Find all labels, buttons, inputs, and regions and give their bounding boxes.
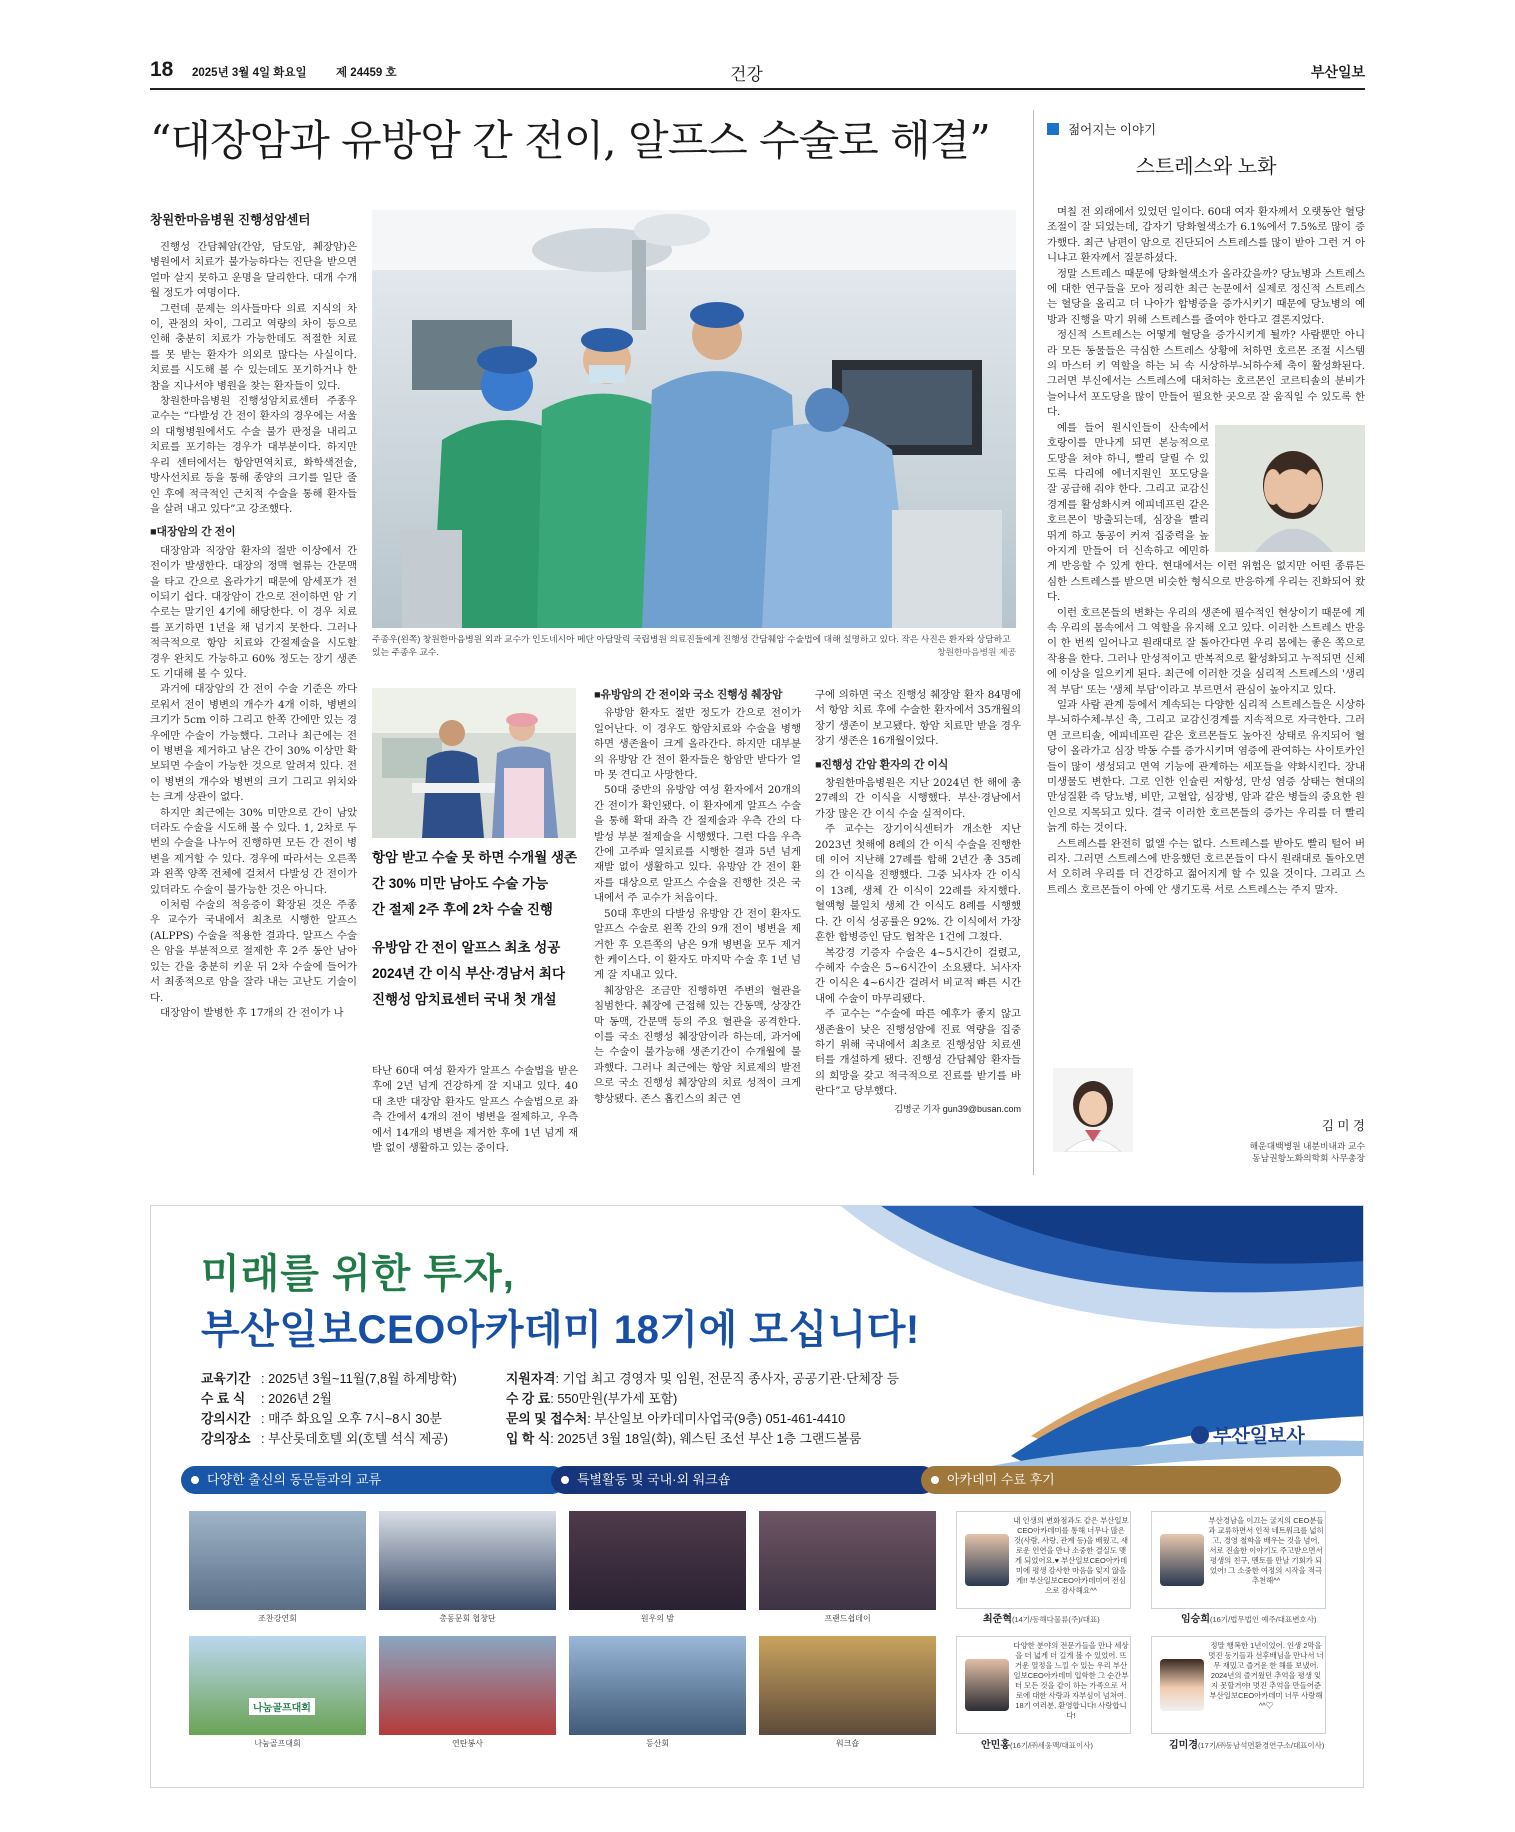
- info-value: : 550만원(부가세 포함): [550, 1391, 678, 1406]
- paper-name: 부산일보: [1310, 64, 1365, 80]
- article-paragraph: 진행성 간담췌암(간암, 담도암, 췌장암)은 병원에서 치료가 불가능하다는 진단을 받으면 얼마 살지 못하고 운명을 달리한다. 대개 수개월 정도가 여명이다.: [150, 241, 357, 300]
- article-paragraph: 과거에 대장암의 간 전이 수술 기준은 까다로워서 전이 병변의 개수가 4개 이하, 병변의 크기가 5cm 이하 그리고 한쪽 간에만 있는 경우에만 수술이 가능했다. 그러나 최근에는 전이 병변을 제거하고 남은 간이 30% 이상만 확보되면 수술이 가능한 것으로 알려져 있다. 전이 병변의 개수와 병변의 크기 그리고 위치와는 크게 상관이 없다.: [150, 683, 357, 804]
- ad-photo: [759, 1511, 936, 1610]
- series-square-icon: [1047, 123, 1059, 135]
- pullquote-line: 간 절제 2주 후에 2차 수술 진행: [372, 902, 553, 917]
- author-portrait: [1053, 1068, 1133, 1152]
- review-text: 부산경남을 이끄는 굴지의 CEO분들과 교류하면서 인적 네트워크를 넓히고, 경영 철학을 배우는 것을 넘어, 서로 진솔한 이야기도 주고받으면서 평생의 친구, 멘토를 만날 기회가 되었어! 그 소중한 여정의 시작을 적극 추천해^^: [1208, 1516, 1324, 1585]
- column-body: [1047, 205, 1365, 898]
- photo-caption: 조찬강연회: [258, 1614, 297, 1623]
- article-headline: “대장암과 유방암 간 전이, 알프스 수술로 해결”: [150, 116, 990, 165]
- article-col-1: [150, 210, 357, 1021]
- info-key: 강의시간: [201, 1411, 251, 1426]
- pullquote-line: 진행성 암치료센터 국내 첫 개설: [372, 992, 557, 1007]
- review-text: 정말 행복한 1년이었어. 인생 2막을 멋진 동기들과 선후배님을 만나서 너무 재밌고 즐거운 한 해를 보냈어. 2024년의 즐거웠던 추억을 평생 잊지 못할거야! 멋진 추억을 만들어준 부산일보CEO아카데미 너무 사랑해^^♡: [1208, 1641, 1324, 1710]
- inset-photo: [372, 688, 576, 838]
- reviewer-name: 최준혁(14기/동해다물류(주)/대표): [983, 1614, 1100, 1625]
- info-row: [201, 1429, 457, 1449]
- page-number: 18: [150, 58, 174, 81]
- photo-caption: 총동문회 협창단: [439, 1614, 496, 1623]
- caption-text: 주종우(왼쪽) 창원한마음병원 외과 교수가 인도네시아 메단 아담말릭 국립병원 의료진들에게 진행성 간담췌암 수술법에 대해 설명하고 있다. 작은 사진은 환자와 상담하고 있는 주종우 교수.: [372, 634, 1011, 657]
- article-col-2-bottom: [372, 1064, 578, 1156]
- series-title: 젊어지는 이야기: [1068, 122, 1157, 137]
- article-paragraph: 대장암이 발병한 후 17개의 간 전이가 나: [160, 1006, 344, 1019]
- ad-photo: [189, 1511, 366, 1610]
- byline: 김병군 기자 gun39@busan.com: [894, 1103, 1021, 1114]
- info-key: 수 료 식: [201, 1391, 246, 1406]
- info-row: [506, 1429, 899, 1449]
- pullquote-line: 간 30% 미만 남아도 수술 가능: [372, 876, 549, 891]
- info-key: 강의장소: [201, 1431, 251, 1446]
- author-title-2: 동남권항노화의학회 사무총장: [1252, 1153, 1365, 1163]
- ad-info-left: [201, 1369, 457, 1449]
- info-value: : 2025년 3월~11월(7,8월 하계방학): [261, 1371, 457, 1386]
- photo-caption: 프랜드쉽데이: [824, 1614, 871, 1623]
- article-paragraph: 50대 후반의 다발성 유방암 간 전이 환자도 알프스 수술로 왼쪽 간의 9개 전이 병변을 제거한 후 오른쪽의 남은 9개 병변을 모두 제거한 케이스다. 이 환자도 마지막 수술 후 1년 넘게 잘 지내고 있다.: [594, 907, 801, 982]
- ad-photo: [759, 1636, 936, 1735]
- ad-photo: [379, 1511, 556, 1610]
- pill-label: 특별활동 및 국내·외 워크숍: [577, 1472, 731, 1487]
- article-paragraph: 주 교수는 장기이식센터가 개소한 지난 2023년 첫해에 8례의 간 이식 수술을 진행한 데 이어 지난해 27례를 합해 2년간 총 35례의 간 이식을 진행했다. 그중 뇌사자 간 이식이 13례, 생체 간 이식이 22례를 차지했다. 혈액형 불일치 생체 간 이식도 8례를 시행했다. 간 이식 성공률은 92%. 간 이식에서 가장 흔한 합병증인 담도 협착은 1건에 그쳤다.: [815, 823, 1021, 944]
- column-title: 스트레스와 노화: [1135, 156, 1277, 178]
- surgery-photo-illustration: [372, 210, 1016, 628]
- pill-label: 아카데미 수료 후기: [947, 1472, 1055, 1487]
- info-row: [201, 1409, 457, 1429]
- review-card: [1151, 1511, 1326, 1609]
- stressed-woman-illustration: [1215, 425, 1365, 552]
- review-card: [956, 1636, 1131, 1734]
- photo-caption: 등산회: [645, 1739, 670, 1748]
- avatar: [965, 1659, 1009, 1711]
- ad-photo: [189, 1636, 366, 1735]
- info-key: 지원자격: [506, 1371, 556, 1386]
- column-paragraph: 정말 스트레스 때문에 당화혈색소가 올라갔을까? 당뇨병과 스트레스에 대한 연구들을 모아 정리한 최근 논문에서 실제로 정신적 스트레스는 혈당을 올리고 더 나아가 합병증을 증가시키기 때문에 당뇨병의 예방과 진행을 막기 위해 스트레스를 줄여야 한다고 결론지었다.: [1047, 267, 1365, 326]
- ad-photo: [379, 1636, 556, 1735]
- column-divider: [1033, 110, 1034, 1175]
- author-photo: [1053, 1068, 1133, 1152]
- article-col-3: [594, 688, 801, 1107]
- article-paragraph: 췌장암은 조금만 진행하면 주변의 혈관을 침범한다. 췌장에 근접해 있는 간동맥, 상장간막 동맥, 간문맥 등의 주요 혈관을 공격한다. 이를 국소 진행성 췌장암이라 하는데, 과거에는 수술이 불가능해 생존기간이 수개월에 불과했다. 그러나 최근에는 항암 치료제의 발전으로 국소 진행성 췌장암의 치료 성적이 크게 향상됐다. 존스 홉킨스의 최근 연: [594, 984, 801, 1105]
- photo-caption: 나눔골프대회: [254, 1739, 301, 1748]
- avatar: [965, 1534, 1009, 1586]
- bullet-dot-icon: [561, 1476, 569, 1484]
- article-paragraph: 주 교수는 “수술에 따른 예후가 좋지 않고 생존율이 낮은 진행성암에 진료 역량을 집중하기 위해 국내에서 최초로 진행성암 치료센터를 개설하게 됐다. 진행성 간담췌암 환자들의 희망을 갖고 적극적으로 진료를 받기를 바란다”고 당부했다.: [815, 1008, 1021, 1098]
- article-paragraph: 그런데 문제는 의사들마다 의료 지식의 차이, 관점의 차이, 그리고 역량의 차이 등으로 인해 충분히 치료가 가능한데도 적절한 치료를 못 받는 환자가 의외로 많다는 사실이다. 치료를 시도해 볼 수 있는데도 포기하거나 한 참을 지나서야 병원을 찾는 환자들이 있다.: [150, 302, 357, 392]
- reviewer-name: 임승희(16기/법무법인 예주/대표변호사): [1181, 1614, 1317, 1625]
- article-paragraph: 하지만 최근에는 30% 미만으로 간이 남았더라도 수술을 시도해 볼 수 있다. 1, 2차로 두 번의 수술을 나누어 진행하면 모든 간 전이 병변을 제거할 수 있다. 경우에 따라서는 오른쪽과 왼쪽 양쪽 전체에 걸쳐서 다발성 간 전이가 있더라도 수술이 불가능한 것은 아니다.: [150, 806, 357, 896]
- column-header: [1047, 118, 1365, 138]
- bullet-dot-icon: [191, 1476, 199, 1484]
- column-photo: [1215, 425, 1365, 552]
- column-paragraph: 이런 호르몬들의 변화는 우리의 생존에 필수적인 현상이기 때문에 계속 우리의 몸속에서 그 역할을 유지해 오고 있다. 이러한 스트레스 반응이 한 번씩 일어나고 원래대로 잘 돌아간다면 우리 몸에는 좋은 쪽으로 작용을 한다. 그러나 만성적이고 반복적으로 활성화되고 누적되면 신체에 이상을 일으키게 된다. 최근에 이러한 것을 심리적 스트레스의 '생리적 부담' 또는 '생체 부담'이라고 부르면서 관심이 높아지고 있다.: [1047, 606, 1365, 696]
- info-value: : 2026년 2월: [261, 1391, 332, 1406]
- info-value: : 2025년 3월 18일(화), 웨스틴 조선 부산 1층 그랜드볼룸: [550, 1431, 862, 1446]
- article-paragraph: 50대 중반의 유방암 여성 환자에서 20개의 간 전이가 확인됐다. 이 환자에게 알프스 수술을 통해 확대 좌측 간 절제술과 우측 간의 다발성 부분 절제술을 시행했다. 그런 다음 우측 간에 고주파 열치료를 시행한 결과 5년 넘게 재발 없이 생활하고 있다. 유방암 간 전이 환자를 대상으로 알프스 수술을 진행한 것은 국내에서 주 교수가 처음이다.: [594, 784, 801, 905]
- column-paragraph: 일과 사람 관계 등에서 계속되는 다양한 심리적 스트레스들은 시상하부-뇌하수체-부신 축, 그리고 교감신경계를 지속적으로 자극한다. 그러면 코르티솔, 에피네프린 같은 호르몬들도 높아진 상태로 유지되어 혈당이 올라가고 심장 박동 수를 증가시키며 염증에 관여하는 사이토카인들이 많이 생성되고 면역 기능에 관계하는 세포들을 약화시킨다. 장내 미생물도 변한다. 그로 인한 인슐린 저항성, 만성 염증 상태는 현대의 만성질환 즉 당뇨병, 비만, 고혈압, 심장병, 암과 같은 병들의 중요한 원인으로 지목되고 있다. 결국 이러한 호르몬들의 증가는 우리를 더 빨리 늙게 하는 것이다.: [1047, 699, 1365, 835]
- subheading: ■진행성 간암 환자의 간 이식: [815, 758, 949, 771]
- brand-name: 부산일보사: [1213, 1426, 1305, 1447]
- article-paragraph: 창원한마음병원은 지난 2024년 한 해에 총 27례의 간 이식을 시행했다. 부산·경남에서 가장 많은 간 이식 수술 실적이다.: [815, 777, 1021, 820]
- subheading: ■유방암의 간 전이와 국소 진행성 췌장암: [594, 689, 783, 701]
- info-value: : 부산롯데호텔 외(호텔 석식 제공): [261, 1431, 449, 1446]
- photo-banner: 나눔골프대회: [249, 1698, 315, 1715]
- info-row: [506, 1409, 899, 1429]
- subheading: ■대장암의 간 전이: [150, 526, 236, 539]
- section-name: 건강: [730, 65, 763, 84]
- pullquote-line: 유방암 간 전이 알프스 최초 성공: [372, 940, 561, 955]
- info-row: [506, 1389, 899, 1409]
- photo-caption: 원우의 밤: [640, 1614, 675, 1623]
- photo-caption: 워크숍: [835, 1739, 860, 1748]
- info-key: 수 강 료: [506, 1391, 551, 1406]
- header-rule: [150, 88, 1365, 90]
- pullquote-line: 항암 받고 수술 못 하면 수개월 생존: [372, 850, 578, 865]
- article-paragraph: 타난 60대 여성 환자가 알프스 수술법을 받은 후에 2년 넘게 건강하게 잘 지내고 있다. 40대 초반 대장암 환자도 알프스 수술법으로 좌측 간에서 4개의 전이 병변을 절제하고, 우측에서 14개의 병변을 제거한 후에 1년 넘게 재발 없이 생활하고 있는 중이다.: [372, 1065, 578, 1155]
- photo-caption: [372, 633, 1016, 659]
- ad-photo: [569, 1511, 746, 1610]
- column-paragraph: 스트레스를 완전히 없앨 수는 없다. 스트레스를 받아도 빨리 털어 버리자. 그러면 스트레스에 반응했던 호르몬들이 다시 원래대로 돌아오면서 오히려 우리를 더 건강하고 젊어지게 할 수 있을 것이다. 그리고 스트레스 호르몬들이 아예 안 생기도록 서로 스트레스는 주지 말자.: [1047, 837, 1365, 896]
- photo-caption: 연탄봉사: [452, 1739, 483, 1748]
- review-text: 다양한 분야의 전문가들을 만나 세상을 더 넓게 더 길게 볼 수 있었어. 뜨거운 열정을 느낄 수 있는 우리 부산일보CEO아카데미 입학한 그 순간부터 모든 것을 같이 하는 가족으로 서로에 대한 사랑과 자부심이 넘쳐여. 18기 여러분, 환영합니다! 사랑합니다!: [1013, 1641, 1129, 1720]
- pill-label: 다양한 출신의 동문들과의 교류: [207, 1472, 382, 1487]
- info-key: 교육기간: [201, 1371, 251, 1386]
- article-paragraph: 이처럼 수술의 적응증이 확장된 것은 주종우 교수가 국내에서 최초로 시행한 알프스(ALPPS) 수술을 적용한 결과다. 알프스 수술은 암을 부분적으로 절제한 후 2주 동안 남아 있는 간을 충분히 키운 뒤 2차 수술에 들어가서 최종적으로 암을 잘라 내는 고난도 기술이다.: [150, 899, 357, 1004]
- article-paragraph: 유방암 환자도 절반 정도가 간으로 전이가 일어난다. 이 경우도 항암치료와 수술을 병행하면 생존율이 크게 올라간다. 하지만 대부분의 유방암 간 전이 환자들은 항암만 받다가 얼마 못 견디고 사망한다.: [594, 707, 801, 782]
- issue-date: 2025년 3월 4일 화요일: [192, 67, 307, 79]
- brand-logo[interactable]: [1191, 1421, 1305, 1448]
- review-card: [956, 1511, 1131, 1609]
- review-card: [1151, 1636, 1326, 1734]
- info-row: [201, 1389, 457, 1409]
- article-paragraph: 구에 의하면 국소 진행성 췌장암 환자 84명에서 항암 치료 후에 수술한 환자에서 35개월의 장기 생존이 보고됐다. 항암 치료만 받을 경우 장기 생존은 16개월이었다.: [815, 689, 1021, 748]
- pullquote-line: 2024년 간 이식 부산·경남서 최다: [372, 966, 565, 981]
- column-paragraph: 정신적 스트레스는 어떻게 혈당을 증가시키게 될까? 사람뿐만 아니라 모든 동물들은 극심한 스트레스 상황에 처하면 호르몬 조절 시스템의 마스터 키 역할을 하는 뇌 속 시상하부-뇌하수체 축이 활성화된다. 그러면 부신에서는 스트레스에 대처하는 호르몬인 코르티솔의 분비가 늘어나서 포도당을 많이 만들어 필요한 곳으로 잘 움직일 수 있도록 한다.: [1047, 329, 1365, 419]
- reviewer-name: 김미경(17기/㈜동남석면환경연구소/대표이사): [1169, 1740, 1325, 1751]
- academy-advertisement[interactable]: [150, 1205, 1364, 1788]
- section-pill-reviews: [921, 1466, 1341, 1494]
- info-key: 문의 및 접수처: [506, 1411, 588, 1426]
- photo-credit: 창원한마음병원 제공: [937, 647, 1016, 657]
- info-row: [201, 1369, 457, 1389]
- avatar: [1160, 1659, 1204, 1711]
- info-value: : 부산일보 아카데미사업국(9층) 051-461-4410: [587, 1411, 846, 1426]
- section-pill-alumni: [181, 1466, 566, 1494]
- article-kicker: 창원한마음병원 진행성암센터: [150, 213, 311, 227]
- review-text: 내 인생의 변화점과도 같은 부산일보 CEO아카데미를 통해 너무나 많은 것(사람, 사랑, 관계 등)을 배웠고, 새로운 인연을 만나 소중한 결실도 맺게 되었어요.♥ 부산일보CEO아카데미에 평생 감사한 마음을 잊지 않을게!! 부산일보CEO아카데미여 전심으로 감사해요^^: [1013, 1516, 1129, 1595]
- author-title: 해운대백병원 내분비내과 교수: [1249, 1141, 1365, 1151]
- info-value: : 기업 최고 경영자 및 임원, 전문직 종사자, 공공기관·단체장 등: [555, 1371, 900, 1386]
- author-block: [1140, 1116, 1365, 1164]
- info-key: 입 학 식: [506, 1431, 551, 1446]
- pullquote: [372, 845, 578, 1013]
- brand-mark-icon: [1191, 1426, 1209, 1444]
- info-row: [506, 1369, 899, 1389]
- reviewer-name: 안민홍(16기/㈜세웅맥/대표이사): [981, 1740, 1093, 1751]
- masthead: [150, 58, 1365, 86]
- consultation-photo-illustration: [372, 688, 576, 838]
- article-paragraph: 대장암과 직장암 환자의 절반 이상에서 간 전이가 발생한다. 대장의 정맥 혈류는 간문맥을 타고 간으로 올라가기 때문에 암세포가 전이되기 쉽다. 대장암이 간으로 전이하면 암 기수로는 말기인 4기에 해당한다. 이 경우 치료를 포기하면 1년을 채 넘기지 못한다. 그러나 적극적으로 항암 치료와 간절제술을 시도할 경우 완치도 가능하고 60% 정도는 장기 생존도 기대해 볼 수 있다.: [150, 544, 357, 680]
- ad-headline-2: 부산일보CEO아카데미 18기에 모십니다!: [201, 1308, 920, 1352]
- article-paragraph: 복강경 기증자 수술은 4~5시간이 걸렸고, 수혜자 수술은 5~6시간이 소요됐다. 뇌사자 간 이식은 4~6시간 걸려서 비교적 빠른 시간 내에 수술이 마무리됐다.: [815, 946, 1021, 1005]
- article-paragraph: 창원한마음병원 진행성암치료센터 주종우 교수는 “다발성 간 전이 환자의 경우에는 서울의 대형병원에서도 수술 불가 판정을 내리고 치료를 포기하는 경우가 대부분이다. 하지만 우리 센터에서는 항암면역치료, 화학색전술, 방사선치료 등을 통해 종양의 크기를 일단 줄인 후에 적극적인 근치적 수술을 통해 환자들을 살려 내고 있다”고 강조했다.: [150, 395, 357, 515]
- column-paragraph: 며칠 전 외래에서 있었던 일이다. 60대 여자 환자께서 오랫동안 혈당 조절이 잘 되었는데, 갑자기 당화혈색소가 6.1%에서 7.5%로 많이 증가했다. 최근 남편이 암으로 진단되어 스트레스를 많이 받아 그런 거 아니냐고 환자께서 질문하셨다.: [1047, 206, 1365, 265]
- bullet-dot-icon: [931, 1476, 939, 1484]
- ad-headline-1: 미래를 위한 투자,: [201, 1252, 515, 1296]
- author-name: 김 미 경: [1321, 1119, 1365, 1133]
- issue-number: 제 24459 호: [336, 67, 397, 79]
- info-value: : 매주 화요일 오후 7시~8시 30분: [261, 1411, 442, 1426]
- avatar: [1160, 1534, 1204, 1586]
- section-pill-activities: [551, 1466, 936, 1494]
- main-photo: [372, 210, 1016, 628]
- column-paragraph: 예를 들어 원시인들이 산속에서 호랑이를 만나게 되면 본능적으로 도망을 쳐야 하니, 빨리 달릴 수 있도록 다리에 에너지원인 포도당을 잘 공급해 줘야 한다. 그리고 교감신경계를 활성화시켜 에피네프린 같은 호르몬이 방출되는데, 심장을 빨리 뛰게 하고 동공이 커져 집중력을 높아지게 만들어 더 신속하고 예민하게 반응할 수 있게 한다. 현대에서는 이런 위험은 없지만 어떤 종류든 심한 스트레스를 받으면 비슷한 형식으로 반응하게 우리는 진화되어 왔다.: [1047, 421, 1365, 604]
- article-col-4: [815, 688, 1021, 1117]
- ad-photo: [569, 1636, 746, 1735]
- ad-info-right: [506, 1369, 899, 1449]
